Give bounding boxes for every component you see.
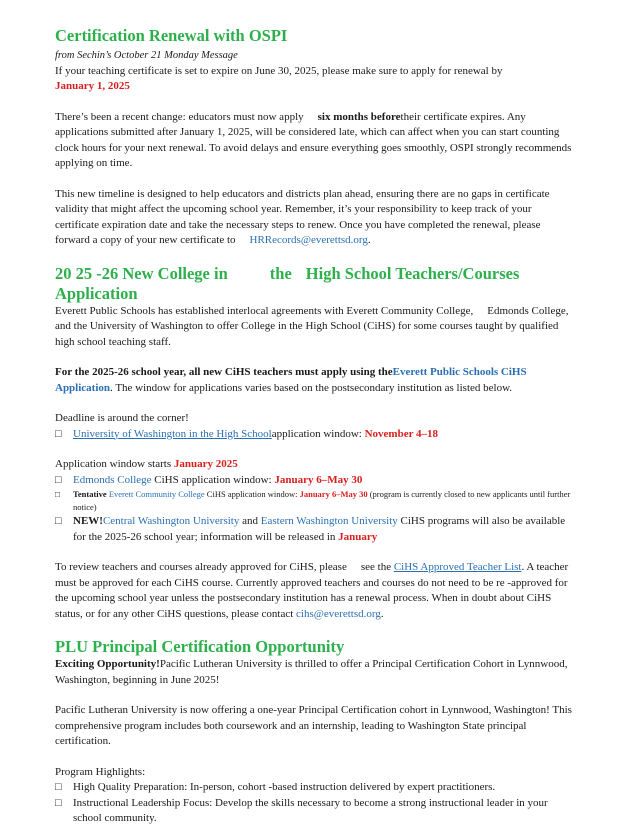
cihs-apply-end: . The window for applications varies based on the postsecondary institution as listed below. [110,381,513,394]
recent-change-text-mid: their certificate expires. Any applications submitted after January 1, 2025 [55,110,526,138]
bullet-icon: □ [55,781,62,793]
paragraph-cihs-intro [55,304,575,351]
timeline-period: . [367,234,371,246]
document-page [55,26,575,827]
recent-change-text-start: There’s been a recent change: educators must now apply [55,110,304,123]
paragraph-renewal-intro [55,64,575,95]
cihs-apply-bold: For the 2025-26 school year, all new CiHS teachers must apply using the [55,366,393,378]
bullet-icon: □ [55,473,62,486]
hr-records-email-link[interactable]: HRRecords@everettsd.org [249,234,368,246]
plu-intro-bold: Exciting Opportunity! [55,658,160,670]
highlight-2-text: Instructional Leadership Focus: Develop the skills necessary to become a strong instructional leader in your school community. [73,796,548,824]
cihs-email-link[interactable]: cihs@everettsd.org [296,607,381,620]
paragraph-timeline [55,187,575,249]
paragraph-approved-list [55,560,575,622]
highlights-label: Program Highlights: [55,765,146,778]
list-item-edmonds [55,473,575,489]
paragraph-plu-intro [55,657,575,688]
six-months-before: six months before [317,110,401,123]
paragraph-recent-change [55,110,575,172]
edmonds-window-text: CiHS application window: [154,473,272,486]
section-title-cihs [55,264,575,304]
list-item-highlight-1 [55,780,575,796]
highlight-1-text: High Quality Preparation: In-person, cohort -based instruction delivered by expert practitioners. [73,781,496,793]
window-starts-label: Application window starts [55,458,172,470]
recent-change-text-end: , will be considered late, which can affect when you can start counting clock hours for your next renewal. To avoid delays and ensure everything goes smoothly, OSPI strongly recommends applying on time. [55,126,572,169]
bullet-icon: □ [55,489,61,499]
list-item-uw [55,427,575,443]
cihs-title-part-1: 20 25 -26 New College in [55,263,228,283]
approved-list-see: see the [360,561,392,573]
list-item-new-programs [55,514,575,545]
everett-cc-window-dates: January 6–May 30 [299,489,368,499]
cihs-title-part-3: High School Teachers/Courses [305,263,520,283]
edmonds-link[interactable]: Edmonds College [73,473,152,486]
bullet-icon: □ [55,515,62,527]
cwu-link[interactable]: Central Washington University [102,515,240,527]
new-programs-month: January [338,530,378,543]
approved-list-text-a: To review teachers and courses already approved for CiHS, please [55,561,347,573]
cihs-intro-text-b: Edmonds College, and the University of Washington to offer College in the High School (CiHS) for some courses taught by qualified high school teaching staff. [55,304,569,348]
edmonds-window-dates: January 6–May 30 [274,473,363,486]
new-programs-text: CiHS programs will also be available for the 2025-26 school year; information will be released in [73,515,566,543]
everett-cc-link[interactable]: Everett Community College [108,489,205,499]
section-title-certification-renewal: Certification Renewal with OSPI [55,26,288,45]
everett-cc-window-text: CiHS application window: [206,489,298,499]
uw-window-text: application window: [271,427,362,440]
ewu-link[interactable]: Eastern Washington University [260,515,398,527]
bullet-icon: □ [55,427,62,440]
tentative-label: Tentative [73,489,107,499]
cihs-title-part-4: Application [55,283,138,303]
section-title-plu: PLU Principal Certification Opportunity [55,637,345,656]
timeline-text: This new timeline is designed to help educators and districts plan ahead, ensuring there are no gaps in certificate validity that might affect the upcoming school year. Remember, it’s your responsibility to keep track of your certificate expiration date and take the necessary steps to renew. Once you have completed the renewal, please forward a copy of your new certificate to [55,187,550,246]
plu-intro-text: Pacific Lutheran University is thrilled to offer a Principal Certification Cohort in Lynnwood, Washington, beginning in June 2025! [55,658,568,686]
everett-cc-note: (program is currently closed to new applicants until further notice) [73,489,571,512]
and-text: and [242,515,258,527]
bullet-icon: □ [55,796,62,809]
paragraph-cihs-apply [55,365,575,396]
approved-list-period: . [380,607,384,620]
cihs-intro-text-a: Everett Public Schools has established interlocal agreements with Everett Community College, [55,304,474,317]
approved-teacher-list-link[interactable]: CiHS Approved Teacher List [393,561,522,573]
window-starts [55,457,575,473]
byline: from Sechin’s October 21 Monday Message [55,50,238,61]
renewal-deadline-date: January 1, 2025 [55,80,130,92]
list-item-highlight-2 [55,796,575,827]
list-item-everett-cc [55,488,575,514]
uw-window-dates: November 4–18 [364,427,439,440]
renewal-intro-text: If your teaching certificate is set to expire on June 30, 2025, please make sure to apply for renewal by [55,64,503,77]
cihs-title-part-2: the [269,263,292,283]
paragraph-plu-program: Pacific Lutheran University is now offering a one-year Principal Certification cohort in Lynnwood, Washington! This comprehensive program includes both coursework and an internship, leading to Washington State principal certification. [55,704,572,747]
new-label: NEW! [73,515,103,527]
uw-link[interactable]: University of Washington in the High School [73,427,272,440]
approved-list-text-b: . A teacher must be approved for each CiHS course. Currently approved teachers and courses do not need to be re -approved for the upcoming school year unless the postsecondary institution has a renewal process. When in doubt about CiHS status, or for any other CiHS questions, please contact [55,561,569,620]
deadline-note: Deadline is around the corner! [55,412,189,424]
window-starts-date: January 2025 [173,458,238,470]
cihs-application-link[interactable]: Everett Public Schools CiHS Application [55,366,527,394]
